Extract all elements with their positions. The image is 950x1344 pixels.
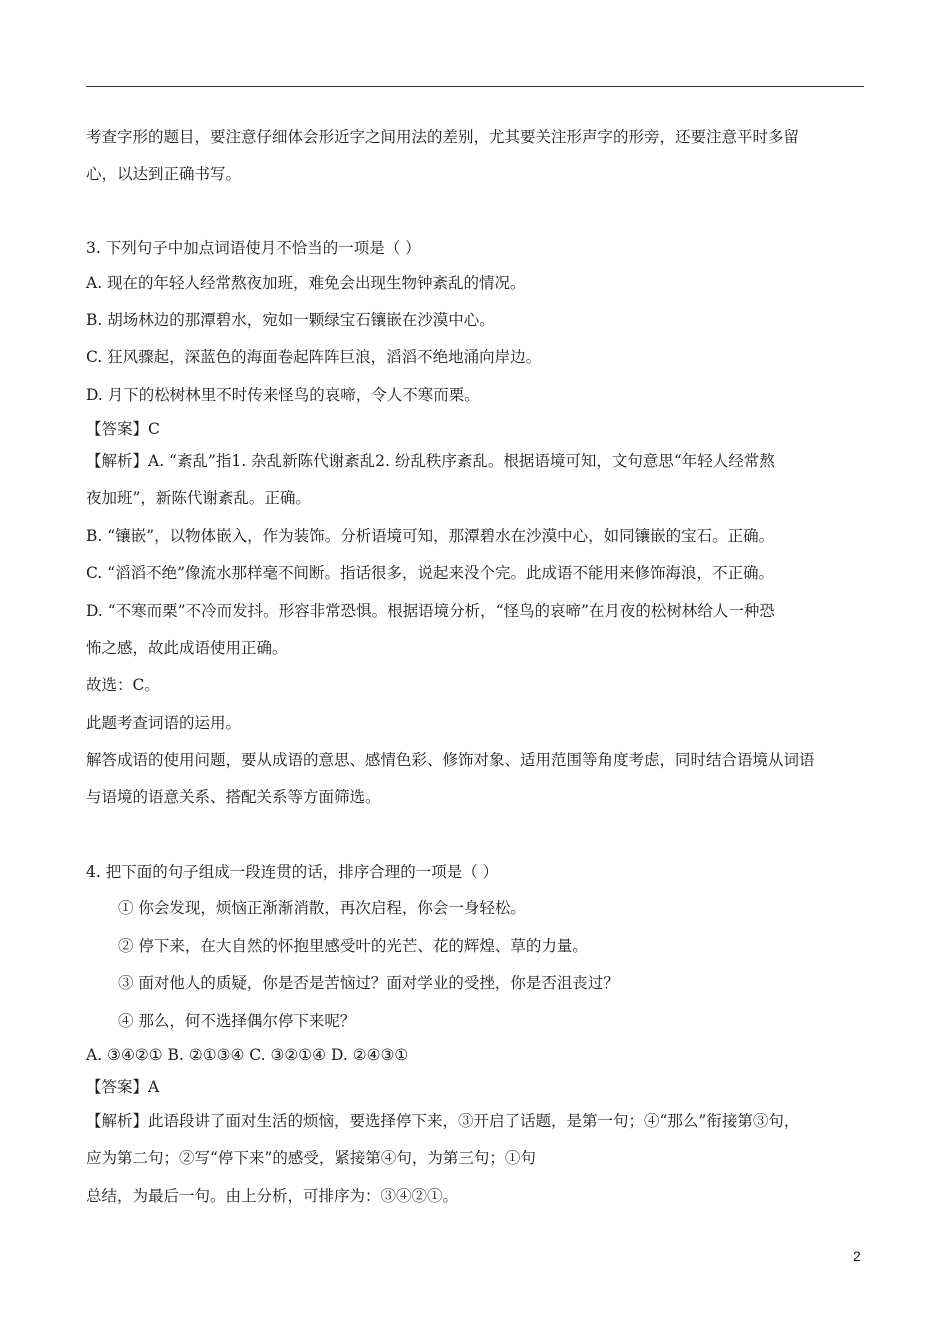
header-rule	[86, 86, 864, 87]
q4-sentence-4: ④ 那么，何不选择偶尔停下来呢？	[118, 1012, 356, 1030]
q3-analysis-line: 此题考查词语的运用。	[86, 714, 242, 732]
q3-analysis-line: D. “不寒而栗”不冷而发抖。形容非常恐惧。根据语境分析，“怪鸟的哀啼”在月夜的松树林给人一种恐	[86, 602, 775, 620]
q3-analysis-line: 怖之感，故此成语使用正确。	[86, 639, 288, 657]
q4-sentence-3: ③ 面对他人的质疑，你是否是苦恼过？面对学业的受挫，你是否沮丧过？	[118, 974, 619, 992]
intro-line-2: 心，以达到正确书写。	[86, 165, 242, 183]
q4-analysis-line: 总结，为最后一句。由上分析，可排序为：③④②①。	[86, 1187, 459, 1205]
q3-analysis-line: 故选：C。	[86, 676, 160, 694]
intro-line-1: 考查字形的题目，要注意仔细体会形近字之间用法的差别，尤其要关注形声字的形旁，还要注意平时多留	[86, 128, 800, 146]
q3-analysis-line: B. “镶嵌”，以物体嵌入，作为装饰。分析语境可知，那潭碧水在沙漠中心，如同镶嵌的宝石。正确。	[86, 527, 775, 545]
q4-analysis-line: 应为第二句；②写“停下来”的感受，紧接第④句，为第三句；①句	[86, 1149, 536, 1167]
q3-analysis-line: C. “滔滔不绝”像流水那样毫不间断。指话很多，说起来没个完。此成语不能用来修饰海浪，不正确。	[86, 564, 775, 582]
q4-sentence-2: ② 停下来，在大自然的怀抱里感受叶的光芒、花的辉煌、草的力量。	[118, 937, 588, 955]
q3-option-b: B. 胡场林边的那潭碧水，宛如一颗绿宝石镶嵌在沙漠中心。	[86, 311, 495, 329]
q4-analysis-line: 【解析】此语段讲了面对生活的烦恼，要选择停下来，③开启了话题，是第一句；④“那么”衔接第③句，	[86, 1112, 800, 1130]
q3-option-c: C. 狂风骤起，深蓝色的海面卷起阵阵巨浪，滔滔不绝地涌向岸边。	[86, 348, 542, 366]
q4-sentence-1: ① 你会发现，烦恼正渐渐消散，再次启程，你会一身轻松。	[118, 899, 526, 917]
page-number: 2	[853, 1248, 861, 1264]
q3-analysis-line: 与语境的语意关系、搭配关系等方面筛选。	[86, 788, 381, 806]
q3-analysis-line: 夜加班”，新陈代谢紊乱。正确。	[86, 489, 311, 507]
q3-analysis-line: 【解析】A. “紊乱”指1. 杂乱新陈代谢紊乱2. 纷乱秩序紊乱。根据语境可知，文句意思“年轻人经常熬	[86, 452, 775, 470]
q3-option-a: A. 现在的年轻人经常熬夜加班，难免会出现生物钟紊乱的情况。	[86, 274, 526, 292]
q3-option-d: D. 月下的松树林里不时传来怪鸟的哀啼，令人不寒而栗。	[86, 386, 480, 404]
q3-analysis-line: 解答成语的使用问题，要从成语的意思、感情色彩、修饰对象、适用范围等角度考虑，同时结合语境从词语	[86, 751, 815, 769]
q4-answer: 【答案】A	[86, 1078, 160, 1096]
q4-stem: 4. 把下面的句子组成一段连贯的话，排序合理的一项是（ ）	[86, 863, 499, 881]
q3-answer: 【答案】C	[86, 420, 160, 438]
q4-options: A. ③④②① B. ②①③④ C. ③②①④ D. ②④③①	[86, 1046, 409, 1064]
q3-stem: 3. 下列句子中加点词语使月不恰当的一项是（ ）	[86, 239, 421, 257]
